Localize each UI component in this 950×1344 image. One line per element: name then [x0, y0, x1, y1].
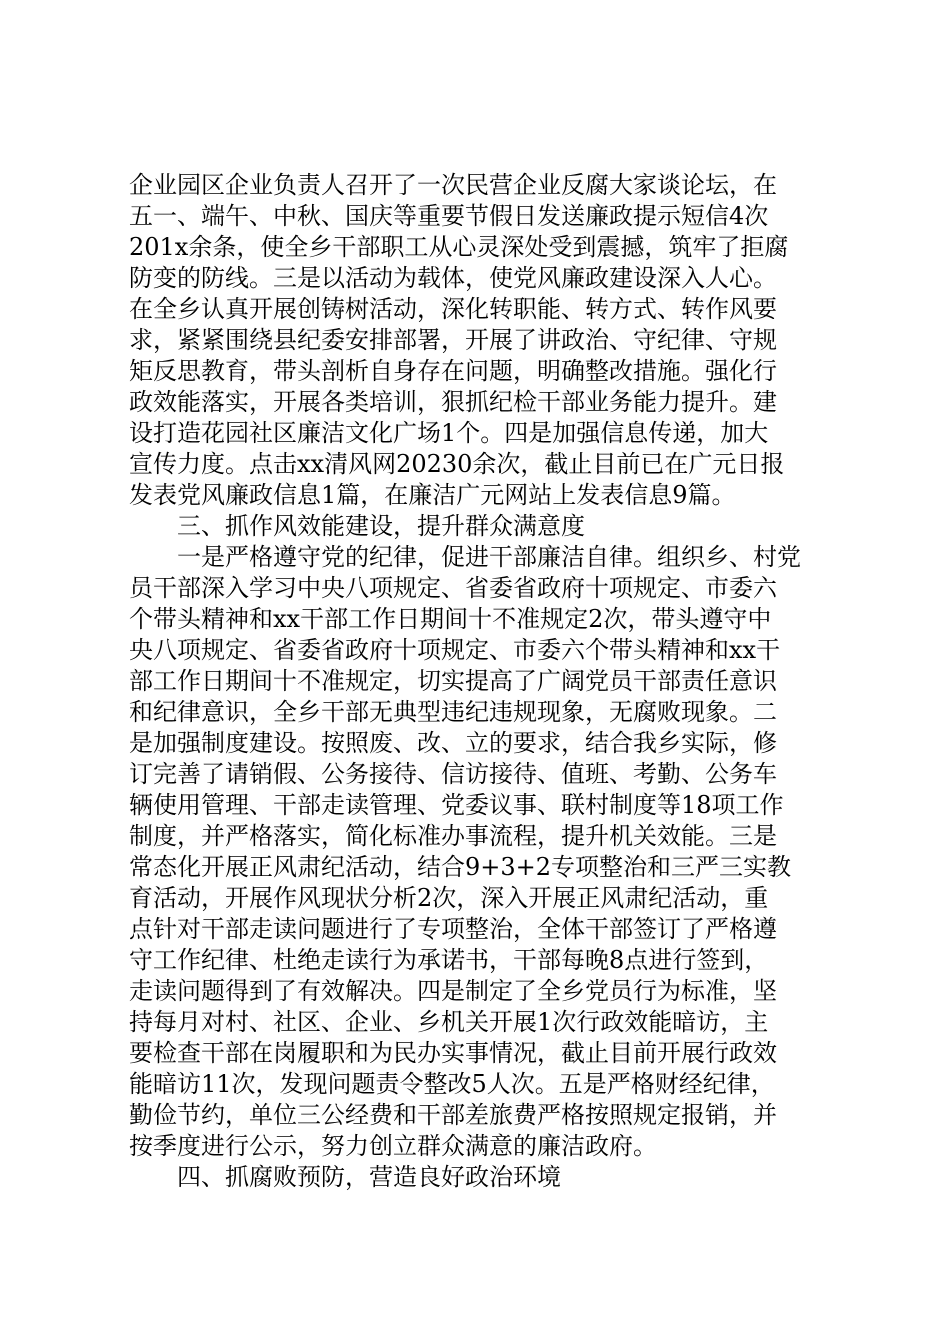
- text-line: 育活动，开展作风现状分析2次，深入开展正风肃纪活动，重: [129, 884, 769, 912]
- text-line: 和纪律意识，全乡干部无典型违纪违规现象，无腐败现象。二: [129, 698, 777, 726]
- text-line: 走读问题得到了有效解决。四是制定了全乡党员行为标准，坚: [129, 977, 777, 1005]
- text-line: 是加强制度建设。按照废、改、立的要求，结合我乡实际，修: [129, 729, 777, 757]
- text-line: 矩反思教育，带头剖析自身存在问题，明确整改措施。强化行: [129, 357, 777, 385]
- text-line: 设打造花园社区廉洁文化广场1个。四是加强信息传递，加大: [129, 419, 769, 447]
- text-line: 企业园区企业负责人召开了一次民营企业反腐大家谈论坛，在: [129, 171, 777, 199]
- text-line: 能暗访11次，发现问题责令整改5人次。五是严格财经纪律，: [129, 1070, 775, 1098]
- text-line: 求，紧紧围绕县纪委安排部署，开展了讲政治、守纪律、守规: [129, 326, 777, 354]
- section-heading-3: 三、抓作风效能建设，提升群众满意度: [177, 512, 585, 540]
- text-line: 个带头精神和xx干部工作日期间十不准规定2次，带头遵守中: [129, 605, 772, 633]
- text-line: 要检查干部在岗履职和为民办实事情况，截止目前开展行政效: [129, 1039, 777, 1067]
- text-line: 持每月对村、社区、企业、乡机关开展1次行政效能暗访，主: [129, 1008, 769, 1036]
- text-line: 辆使用管理、干部走读管理、党委议事、联村制度等18项工作: [129, 791, 784, 819]
- text-line: 按季度进行公示，努力创立群众满意的廉洁政府。: [129, 1132, 657, 1160]
- section-heading-4: 四、抓腐败预防，营造良好政治环境: [177, 1163, 561, 1191]
- text-line: 防变的防线。三是以活动为载体，使党风廉政建设深入人心。: [129, 264, 777, 292]
- text-line: 守工作纪律、杜绝走读行为承诺书，干部每晚8点进行签到，: [129, 946, 769, 974]
- text-line: 宣传力度。点击xx清风网20230余次，截止目前已在广元日报: [129, 450, 785, 478]
- text-line: 发表党风廉政信息1篇，在廉洁广元网站上发表信息9篇。: [129, 481, 736, 509]
- text-line: 勤俭节约，单位三公经费和干部差旅费严格按照规定报销，并: [129, 1101, 777, 1129]
- text-line: 制度，并严格落实，简化标准办事流程，提升机关效能。三是: [129, 822, 777, 850]
- text-line: 员干部深入学习中央八项规定、省委省政府十项规定、市委六: [129, 574, 777, 602]
- text-line: 在全乡认真开展创铸树活动，深化转职能、转方式、转作风要: [129, 295, 777, 323]
- text-line: 订完善了请销假、公务接待、信访接待、值班、考勤、公务车: [129, 760, 777, 788]
- paragraph-start: 一是严格遵守党的纪律，促进干部廉洁自律。组织乡、村党: [177, 543, 801, 571]
- text-line: 201x余条，使全乡干部职工从心灵深处受到震撼，筑牢了拒腐: [129, 233, 789, 261]
- text-line: 政效能落实，开展各类培训，狠抓纪检干部业务能力提升。建: [129, 388, 777, 416]
- text-line: 常态化开展正风肃纪活动，结合9+3+2专项整治和三严三实教: [129, 853, 792, 881]
- text-line: 央八项规定、省委省政府十项规定、市委六个带头精神和xx干: [129, 636, 781, 664]
- text-line: 五一、端午、中秋、国庆等重要节假日发送廉政提示短信4次: [129, 202, 769, 230]
- text-line: 部工作日期间十不准规定，切实提高了广阔党员干部责任意识: [129, 667, 777, 695]
- text-line: 点针对干部走读问题进行了专项整治，全体干部签订了严格遵: [129, 915, 777, 943]
- document-page: [129, 170, 829, 1193]
